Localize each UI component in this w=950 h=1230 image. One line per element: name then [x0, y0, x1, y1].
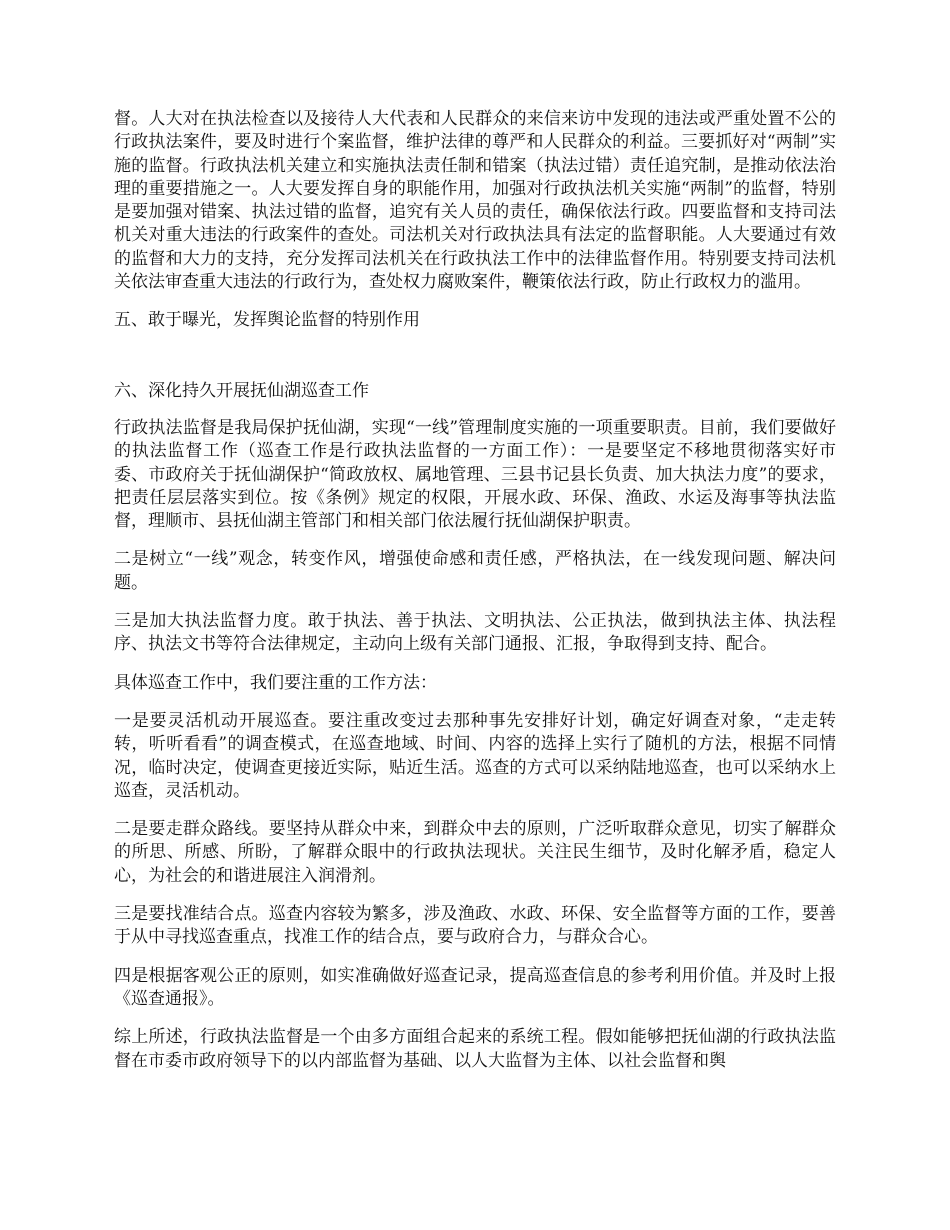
paragraph-method-records: 四是根据客观公正的原则，如实准确做好巡查记录，提高巡查信息的参考利用价值。并及时上报《巡查通报》。 [114, 965, 836, 1009]
paragraph-method-flexible: 一是要灵活机动开展巡查。要注重改变过去那种事先安排好计划，确定好调查对象，“走走转转，听听看看”的调查模式，在巡查地域、时间、内容的选择上实行了随机的方法，根据不同情况，临时决定，使调查更接近实际，贴近生活。巡查的方式可以采纳陆地巡查，也可以采纳水上巡查，灵活机动。 [114, 710, 836, 801]
document-page [114, 108, 836, 1088]
paragraph-patrol-duty: 行政执法监督是我局保护抚仙湖，实现“一线”管理制度实施的一项重要职责。目前，我们要做好的执法监督工作（巡查工作是行政执法监督的一方面工作）：一是要坚定不移地贯彻落实好市委、市政府关于抚仙湖保护“简政放权、属地管理、三县书记县长负责、加大执法力度”的要求，把责任层层落实到位。按《条例》规定的权限，开展水政、环保、渔政、水运及海事等执法监督，理顺市、县抚仙湖主管部门和相关部门依法履行抚仙湖保护职责。 [114, 417, 836, 532]
paragraph-method-mass-line: 二是要走群众路线。要坚持从群众中来，到群众中去的原则，广泛听取群众意见，切实了解群众的所思、所感、所盼，了解群众眼中的行政执法现状。关注民生细节，及时化解矛盾，稳定人心，为社会的和谐进展注入润滑剂。 [114, 819, 836, 886]
paragraph-conclusion: 综上所述，行政执法监督是一个由多方面组合起来的系统工程。假如能够把抚仙湖的行政执法监督在市委市政府领导下的以内部监督为基础、以人大监督为主体、以社会监督和舆 [114, 1027, 836, 1071]
paragraph-frontline-concept: 二是树立“一线”观念，转变作风，增强使命感和责任感，严格执法，在一线发现问题、解决问题。 [114, 549, 836, 593]
section-heading-6: 六、深化持久开展抚仙湖巡查工作 [114, 380, 369, 401]
paragraph-method-focus: 三是要找准结合点。巡查内容较为繁多，涉及渔政、水政、环保、安全监督等方面的工作，要善于从中寻找巡查重点，找准工作的结合点，要与政府合力，与群众合心。 [114, 904, 836, 948]
paragraph-supervision-continued: 督。人大对在执法检查以及接待人大代表和人民群众的来信来访中发现的违法或严重处置不公的行政执法案件，要及时进行个案监督，维护法律的尊严和人民群众的利益。三要抓好对“两制”实施的监督。行政执法机关建立和实施执法责任制和错案（执法过错）责任追究制，是推动依法治理的重要措施之一。人大要发挥自身的职能作用，加强对行政执法机关实施“两制”的监督，特别是要加强对错案、执法过错的监督，追究有关人员的责任，确保依法行政。四要监督和支持司法机关对重大违法的行政案件的查处。司法机关对行政执法具有法定的监督职能。人大要通过有效的监督和大力的支持，充分发挥司法机关在行政执法工作中的法律监督作用。特别要支持司法机关依法审查重大违法的行政行为，查处权力腐败案件，鞭策依法行政，防止行政权力的滥用。 [114, 109, 836, 293]
paragraph-methods-intro: 具体巡查工作中，我们要注重的工作方法： [114, 672, 437, 693]
section-heading-5: 五、敢于曝光，发挥舆论监督的特别作用 [114, 310, 420, 331]
paragraph-enforcement-strength: 三是加大执法监督力度。敢于执法、善于执法、文明执法、公正执法，做到执法主体、执法程序、执法文书等符合法律规定，主动向上级有关部门通报、汇报，争取得到支持、配合。 [114, 611, 836, 655]
